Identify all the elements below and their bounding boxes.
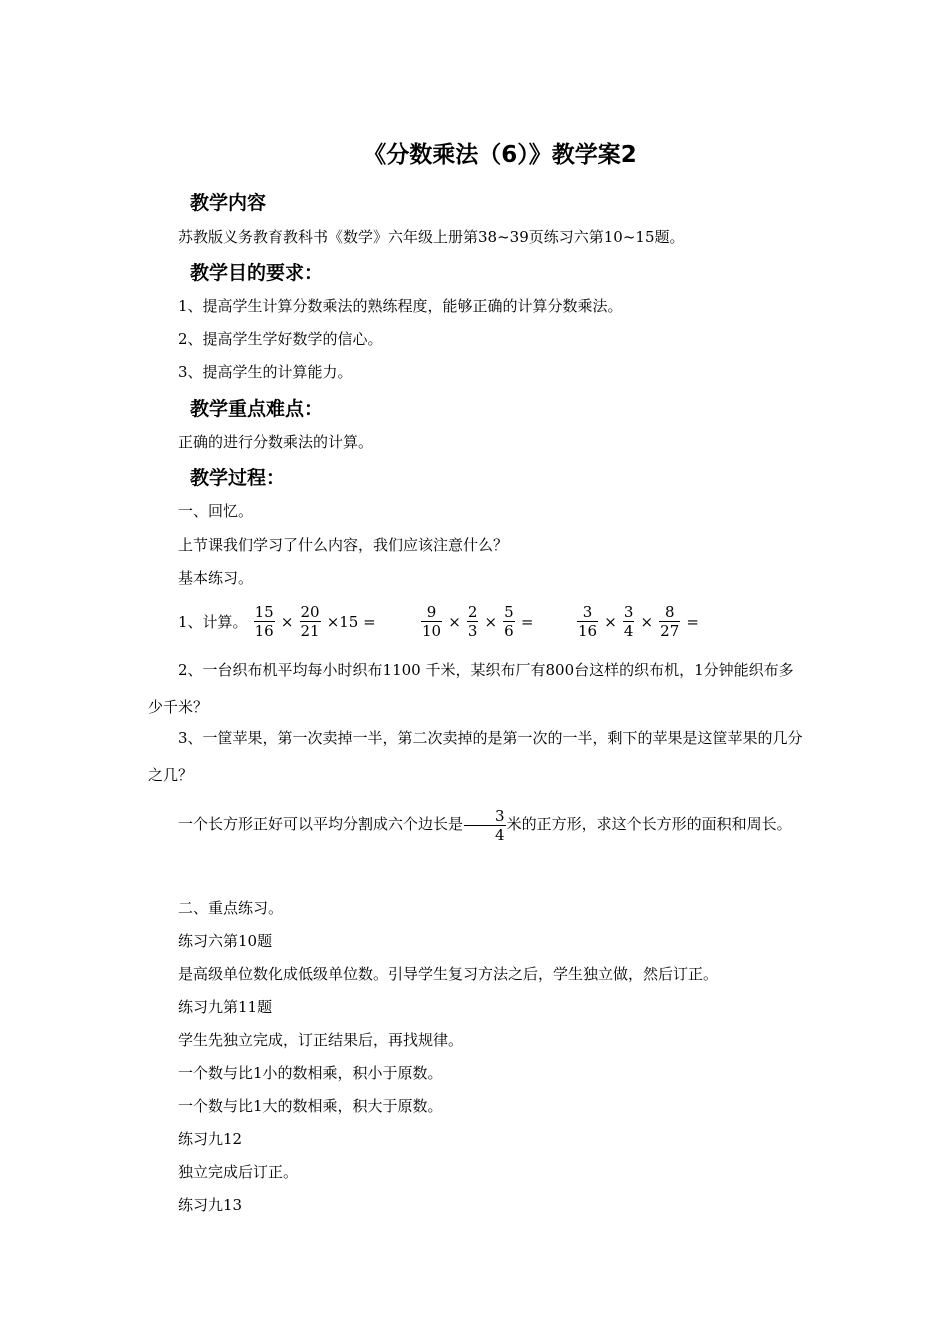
exercise-12: 练习九12 — [178, 1130, 243, 1148]
exercise-10-desc: 是高级单位数化成低级单位数。引导学生复习方法之后，学生独立做，然后订正。 — [178, 965, 719, 983]
times-sign: × — [280, 612, 294, 631]
exercise-11-desc: 学生先独立完成，订正结果后，再找规律。 — [178, 1031, 464, 1049]
goal-item: 2、提高学生学好数学的信心。 — [178, 330, 383, 348]
exercise-12-desc: 独立完成后订正。 — [178, 1163, 299, 1181]
exercise-11: 练习九第11题 — [178, 998, 273, 1016]
times-sign: × — [448, 612, 461, 631]
fraction: $\frac{2}{3}$ — [467, 603, 478, 640]
fraction: $\frac{9}{10}$ — [422, 603, 442, 640]
times-sign: × — [604, 612, 617, 631]
basic-practice: 基本练习。 — [178, 569, 254, 587]
fraction: $\frac{3}{4}$ — [623, 603, 634, 640]
calc-expression-2 — [420, 603, 533, 640]
rule-1: 一个数与比1小的数相乘，积小于原数。 — [178, 1064, 443, 1082]
page-title: 《分数乘法（6）》教学案2 — [363, 142, 637, 168]
review-question: 上节课我们学习了什么内容，我们应该注意什么？ — [178, 536, 509, 554]
calc-label: 1、计算。 — [178, 613, 248, 631]
expression-tail: = — [520, 612, 534, 631]
goal-item: 1、提高学生计算分数乘法的熟练程度，能够正确的计算分数乘法。 — [178, 297, 623, 315]
heading-process: 教学过程： — [190, 467, 286, 489]
review-title: 一、回忆。 — [178, 502, 254, 520]
fraction: $\frac{8}{27}$ — [660, 603, 680, 640]
expression-tail: ×15 = — [326, 612, 376, 631]
exercise-13: 练习九13 — [178, 1196, 243, 1214]
heading-goals: 教学目的要求： — [190, 262, 324, 284]
goal-item: 3、提高学生的计算能力。 — [178, 363, 353, 381]
times-sign: × — [484, 612, 498, 631]
rule-2: 一个数与比1大的数相乘，积大于原数。 — [178, 1097, 443, 1115]
question-2: 2、一台织布机平均每小时织布1100 千米，某织布厂有800台这样的织布机，1分钟能织布多少千米？ — [148, 661, 794, 716]
fraction: $\frac{3}{16}$ — [578, 603, 598, 640]
key-practice-title: 二、重点练习。 — [178, 899, 284, 917]
question-4: 一个长方形正好可以平均分割成六个边长是 $\frac{3}{4}$ 米的正方形，求这个长方形的面积和周长。 — [178, 806, 792, 844]
key-text: 正确的进行分数乘法的计算。 — [178, 433, 374, 451]
calc-expression-1 — [178, 603, 376, 640]
times-sign: × — [640, 612, 654, 631]
fraction: $\frac{5}{6}$ — [504, 603, 514, 640]
fraction: $\frac{15}{16}$ — [254, 603, 274, 640]
fraction: $\frac{20}{21}$ — [300, 603, 320, 640]
expression-tail: = — [686, 612, 699, 631]
calc-expression-3 — [576, 603, 699, 640]
heading-content: 教学内容 — [190, 192, 267, 214]
heading-key-points: 教学重点难点： — [190, 398, 324, 420]
content-text: 苏教版义务教育教科书《数学》六年级上册第38~39页练习六第10~15题。 — [178, 228, 685, 246]
fraction: $\frac{3}{4}$ — [464, 807, 506, 844]
question-3: 3、一筐苹果，第一次卖掉一半，第二次卖掉的是第一次的一半，剩下的苹果是这筐苹果的几分之几？ — [148, 729, 803, 784]
exercise-10: 练习六第10题 — [178, 932, 273, 950]
